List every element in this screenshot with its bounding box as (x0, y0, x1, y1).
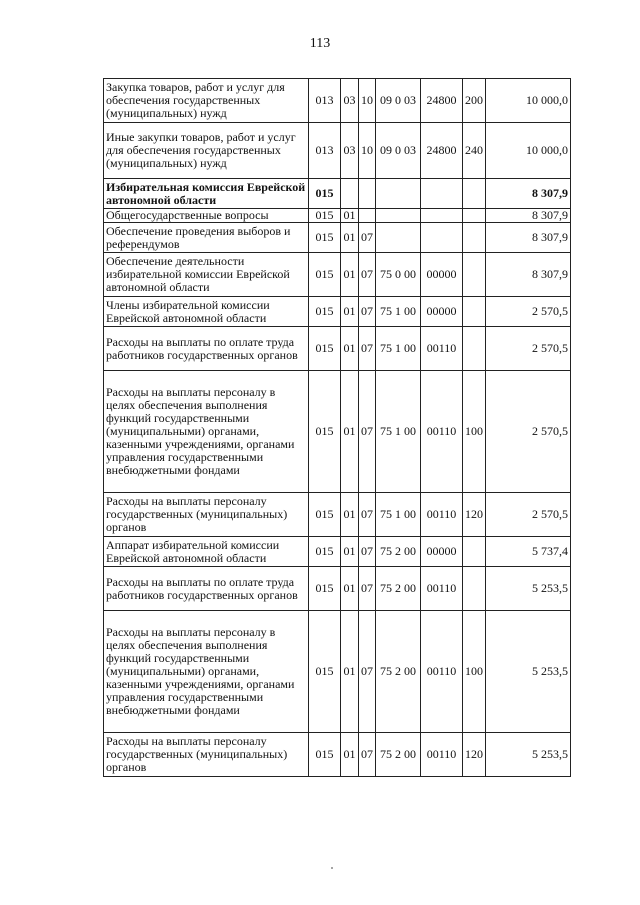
expense-direction-code: 00110 (421, 611, 463, 733)
table-row (104, 371, 571, 493)
section-code: 03 (341, 123, 359, 179)
expense-type-code: 240 (463, 123, 486, 179)
amount: 10 000,0 (486, 123, 571, 179)
expense-type-code: 200 (463, 79, 486, 123)
amount: 8 307,9 (486, 253, 571, 297)
table-row (104, 327, 571, 371)
expense-type-code (463, 253, 486, 297)
expense-direction-code: 00000 (421, 253, 463, 297)
section-code: 01 (341, 253, 359, 297)
expense-type-code (463, 223, 486, 253)
table-row (104, 253, 571, 297)
section-code: 01 (341, 371, 359, 493)
subsection-code: 07 (359, 493, 376, 537)
table-row (104, 79, 571, 123)
program-code: 09 0 03 (376, 79, 421, 123)
section-code: 03 (341, 79, 359, 123)
expense-direction-code (421, 209, 463, 223)
budget-table (103, 78, 571, 777)
ministry-code: 015 (309, 371, 341, 493)
section-code: 01 (341, 223, 359, 253)
expense-direction-code: 00000 (421, 297, 463, 327)
expense-type-code (463, 537, 486, 567)
ministry-code: 015 (309, 327, 341, 371)
budget-item-name: Расходы на выплаты персоналу государственных (муниципальных) органов (104, 733, 309, 777)
expense-type-code: 120 (463, 493, 486, 537)
program-code (376, 223, 421, 253)
table-row (104, 123, 571, 179)
stray-mark (331, 867, 333, 869)
program-code: 75 2 00 (376, 733, 421, 777)
ministry-code: 015 (309, 253, 341, 297)
ministry-code: 015 (309, 179, 341, 209)
budget-item-name: Расходы на выплаты по оплате труда работников государственных органов (104, 327, 309, 371)
program-code: 75 1 00 (376, 297, 421, 327)
subsection-code (359, 179, 376, 209)
budget-item-name: Расходы на выплаты персоналу в целях обеспечения выполнения функций государственными (муниципальными) органами, казенными учреждениями, органами управления государственными внебюджетными фондами (104, 371, 309, 493)
ministry-code: 015 (309, 493, 341, 537)
section-code: 01 (341, 297, 359, 327)
ministry-code: 015 (309, 223, 341, 253)
amount: 10 000,0 (486, 79, 571, 123)
budget-item-name: Расходы на выплаты персоналу в целях обеспечения выполнения функций государственными (муниципальными) органами, казенными учреждениями, органами управления государственными внебюджетными фондами (104, 611, 309, 733)
amount: 2 570,5 (486, 371, 571, 493)
expense-direction-code: 00000 (421, 537, 463, 567)
section-code: 01 (341, 733, 359, 777)
section-code: 01 (341, 327, 359, 371)
section-code (341, 179, 359, 209)
subsection-code: 07 (359, 537, 376, 567)
expense-type-code: 100 (463, 611, 486, 733)
table-row (104, 209, 571, 223)
table-row (104, 223, 571, 253)
subsection-code: 07 (359, 223, 376, 253)
ministry-code: 015 (309, 537, 341, 567)
expense-direction-code (421, 179, 463, 209)
amount: 8 307,9 (486, 179, 571, 209)
program-code: 75 1 00 (376, 327, 421, 371)
table-row (104, 493, 571, 537)
subsection-code: 07 (359, 297, 376, 327)
expense-type-code: 120 (463, 733, 486, 777)
amount: 2 570,5 (486, 297, 571, 327)
subsection-code: 07 (359, 611, 376, 733)
expense-type-code (463, 297, 486, 327)
budget-item-name: Расходы на выплаты по оплате труда работников государственных органов (104, 567, 309, 611)
subsection-code: 07 (359, 371, 376, 493)
subsection-code: 07 (359, 733, 376, 777)
subsection-code (359, 209, 376, 223)
subsection-code: 10 (359, 79, 376, 123)
program-code: 75 2 00 (376, 611, 421, 733)
budget-item-name: Иные закупки товаров, работ и услуг для обеспечения государственных (муниципальных) нужд (104, 123, 309, 179)
table-row (104, 733, 571, 777)
expense-direction-code: 00110 (421, 493, 463, 537)
amount: 2 570,5 (486, 327, 571, 371)
program-code (376, 179, 421, 209)
ministry-code: 015 (309, 733, 341, 777)
expense-direction-code: 00110 (421, 327, 463, 371)
expense-type-code (463, 209, 486, 223)
amount: 8 307,9 (486, 223, 571, 253)
ministry-code: 015 (309, 297, 341, 327)
expense-direction-code (421, 223, 463, 253)
amount: 5 253,5 (486, 733, 571, 777)
ministry-code: 015 (309, 611, 341, 733)
ministry-code: 013 (309, 79, 341, 123)
subsection-code: 07 (359, 567, 376, 611)
ministry-code: 015 (309, 567, 341, 611)
program-code: 09 0 03 (376, 123, 421, 179)
amount: 8 307,9 (486, 209, 571, 223)
section-code: 01 (341, 567, 359, 611)
budget-item-name: Закупка товаров, работ и услуг для обеспечения государственных (муниципальных) нужд (104, 79, 309, 123)
table-row (104, 179, 571, 209)
budget-item-name: Члены избирательной комиссии Еврейской автономной области (104, 297, 309, 327)
program-code (376, 209, 421, 223)
ministry-code: 015 (309, 209, 341, 223)
expense-direction-code: 00110 (421, 371, 463, 493)
table-row (104, 567, 571, 611)
section-code: 01 (341, 493, 359, 537)
expense-type-code (463, 327, 486, 371)
program-code: 75 2 00 (376, 567, 421, 611)
expense-direction-code: 00110 (421, 733, 463, 777)
expense-type-code (463, 179, 486, 209)
ministry-code: 013 (309, 123, 341, 179)
expense-type-code: 100 (463, 371, 486, 493)
section-code: 01 (341, 537, 359, 567)
table-row (104, 297, 571, 327)
page-number: 113 (309, 36, 331, 51)
budget-item-name: Избирательная комиссия Еврейской автономной области (104, 179, 309, 209)
expense-type-code (463, 567, 486, 611)
subsection-code: 10 (359, 123, 376, 179)
subsection-code: 07 (359, 253, 376, 297)
expense-direction-code: 24800 (421, 79, 463, 123)
table-row (104, 611, 571, 733)
budget-item-name: Общегосударственные вопросы (104, 209, 309, 223)
program-code: 75 1 00 (376, 371, 421, 493)
budget-item-name: Расходы на выплаты персоналу государственных (муниципальных) органов (104, 493, 309, 537)
program-code: 75 2 00 (376, 537, 421, 567)
amount: 5 737,4 (486, 537, 571, 567)
budget-item-name: Обеспечение проведения выборов и референдумов (104, 223, 309, 253)
program-code: 75 1 00 (376, 493, 421, 537)
amount: 5 253,5 (486, 567, 571, 611)
amount: 5 253,5 (486, 611, 571, 733)
table-row (104, 537, 571, 567)
budget-item-name: Обеспечение деятельности избирательной комиссии Еврейской автономной области (104, 253, 309, 297)
program-code: 75 0 00 (376, 253, 421, 297)
subsection-code: 07 (359, 327, 376, 371)
expense-direction-code: 24800 (421, 123, 463, 179)
expense-direction-code: 00110 (421, 567, 463, 611)
amount: 2 570,5 (486, 493, 571, 537)
budget-item-name: Аппарат избирательной комиссии Еврейской автономной области (104, 537, 309, 567)
section-code: 01 (341, 611, 359, 733)
section-code: 01 (341, 209, 359, 223)
